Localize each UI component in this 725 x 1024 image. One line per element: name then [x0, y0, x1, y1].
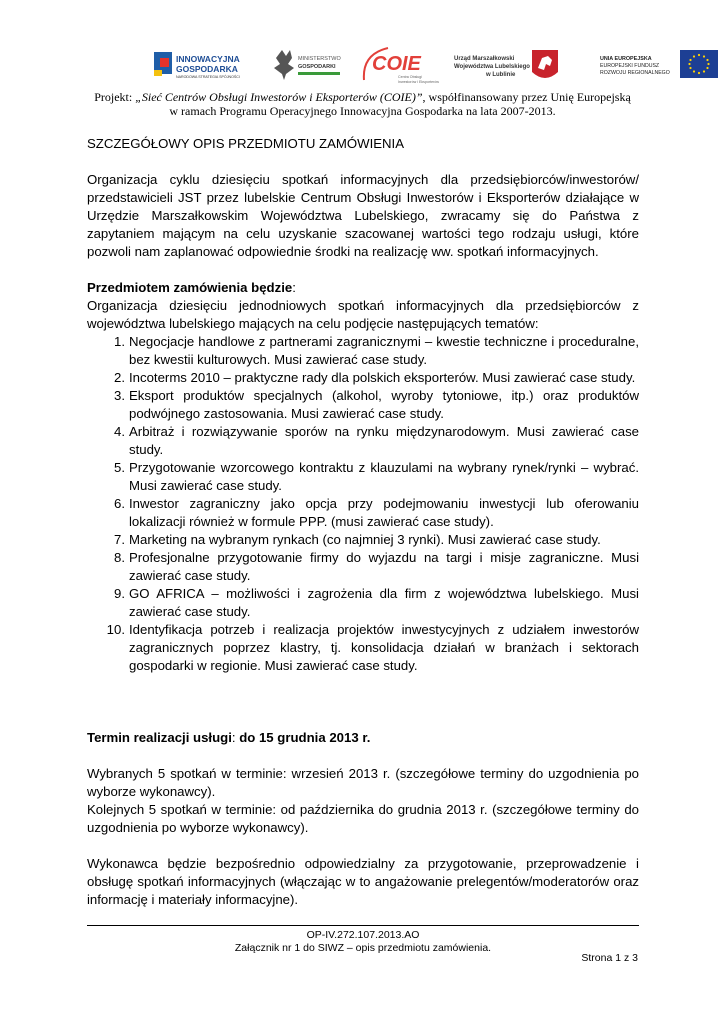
logo-lub-line3: w Lublinie: [486, 72, 516, 78]
project-prefix: Projekt:: [94, 90, 136, 104]
list-item: [114, 423, 639, 459]
list-item: [106, 621, 639, 675]
schedule-first: Wybranych 5 spotkań w terminie: wrzesień 2013 r. (szczegółowe terminy do uzgodnienia po wyborze wykonawcy).: [87, 766, 639, 799]
deadline-label: Termin realizacji usługi: [87, 730, 232, 745]
document-body: [87, 135, 639, 909]
list-item-number: 7.: [114, 532, 125, 547]
list-item-text: Marketing na wybranym rynkach (co najmniej 3 rynki). Musi zawierać case study.: [129, 532, 601, 547]
list-item-number: 8.: [114, 550, 125, 565]
list-item-number: 6.: [114, 496, 125, 511]
logo-coie-sub1: Centra Obsługi: [398, 75, 422, 79]
list-item-number: 5.: [114, 460, 125, 475]
list-item-text: Negocjacje handlowe z partnerami zagranicznymi – kwestie techniczne i proceduralne, bez kwestii kulturowych. Musi zawierać case study.: [129, 334, 639, 367]
logo-coie-sub2: Inwestorów i Eksporterów: [398, 80, 439, 84]
list-item-text: Inwestor zagraniczny jako opcja przy podejmowaniu inwestycji lub oferowaniu lokalizacji również w formule PPP. (musi zawierać case study).: [129, 496, 639, 529]
project-line-2: w ramach Programu Operacyjnego Innowacyjna Gospodarka na lata 2007-2013.: [169, 104, 556, 118]
schedule-second: Kolejnych 5 spotkań w terminie: od października do grudnia 2013 r. (szczegółowe terminy do uzgodnienia po wyborze wykonawcy).: [87, 802, 639, 835]
list-item-text: Arbitraż i rozwiązywanie sporów na rynku międzynarodowym. Musi zawierać case study.: [129, 424, 639, 457]
deadline-value: do 15 grudnia 2013 r.: [239, 730, 371, 745]
intro-paragraph: Organizacja cyklu dziesięciu spotkań informacyjnych dla przedsiębiorców/inwestorów/ przedstawicieli JST przez lubelskie Centrum Obsługi Inwestorów i Eksporterów działające w Urzędzie Marszałkowskim Województwa Lubelskiego, zwracamy się do Państwa z zapytaniem mającym na celu uzyskanie szacowanej wartości tego rodzaju usługi, które pozwoli nam zaplanować odpowiednie środki na realizację ww. spotkań informacyjnych.: [87, 172, 639, 259]
eagle-emblem-icon: [274, 50, 294, 80]
logo-coie-text: COIE: [372, 53, 421, 75]
subject-paragraph: Organizacja dziesięciu jednodniowych spotkań informacyjnych dla przedsiębiorców z województwa lubelskiego mających na celu podjęcie następujących tematów:: [87, 298, 639, 331]
list-item: [114, 585, 639, 621]
project-name: „Sieć Centrów Obsługi Inwestorów i Eksporterów (COIE)”: [135, 90, 423, 104]
document-title: SZCZEGÓŁOWY OPIS PRZEDMIOTU ZAMÓWIENIA: [87, 136, 405, 151]
list-item: [114, 333, 639, 369]
list-item-text: Przygotowanie wzorcowego kontraktu z klauzulami na wybrany rynek/rynki – wybrać. Musi zawierać case study.: [129, 460, 639, 493]
list-item-text: GO AFRICA – możliwości i zagrożenia dla firm z województwa lubelskiego. Musi zawierać case study.: [129, 586, 639, 619]
topics-list: [87, 333, 639, 675]
list-item-number: 2.: [114, 370, 125, 385]
coie-logo: [358, 40, 450, 92]
logo-min-line2: GOSPODARKI: [298, 64, 336, 70]
deadline-separator: :: [231, 730, 240, 745]
ministerstwo-gospodarki-logo: [268, 40, 350, 92]
list-item-number: 3.: [114, 388, 125, 403]
project-suffix: , współfinansowany przez Unię Europejską: [422, 90, 631, 104]
list-item: [114, 495, 639, 531]
logo-lub-line1: Urząd Marszałkowski: [454, 56, 515, 62]
list-item-text: Identyfikacja potrzeb i realizacja projektów inwestycyjnych z udziałem inwestorów zagranicznych poprzez klastry, tj. konsolidacja działań w branżach i sektorach gospodarki w regionie. Musi zawierać case study.: [129, 622, 639, 673]
list-item: [114, 549, 639, 585]
contractor-paragraph: Wykonawca będzie bezpośrednio odpowiedzialny za przygotowanie, przeprowadzenie i obsługę spotkań informacyjnych (włączając w to angażowanie prelegentów/moderatorów oraz informację i materiały informacyjne).: [87, 856, 639, 907]
page-footer: [87, 925, 639, 955]
subject-colon: :: [292, 280, 296, 295]
list-item-number: 9.: [114, 586, 125, 601]
logo-ig-line3: NARODOWA STRATEGIA SPÓJNOŚCI: [176, 75, 240, 79]
list-item-text: Incoterms 2010 – praktyczne rady dla polskich eksporterów. Musi zawierać case study.: [129, 370, 636, 385]
eu-flag-icon: [680, 50, 718, 78]
list-item-text: Profesjonalne przygotowanie firmy do wyjazdu na targi i misje zagraniczne. Musi zawierać case study.: [129, 550, 639, 583]
logo-ue-line1: UNIA EUROPEJSKA: [600, 56, 652, 62]
logo-bar: [150, 40, 710, 92]
footer-reference: OP-IV.272.107.2013.AO: [306, 929, 420, 941]
project-header: [0, 90, 725, 118]
logo-ig-line2: GOSPODARKA: [176, 64, 238, 74]
logo-ue-line3: ROZWOJU REGIONALNEGO: [600, 70, 670, 76]
innowacyjna-gospodarka-logo: [150, 40, 260, 92]
list-item-number: 4.: [114, 424, 125, 439]
subject-heading: Przedmiotem zamówienia będzie: [87, 280, 293, 295]
list-item: [114, 531, 639, 549]
list-item: [114, 459, 639, 495]
lubelskie-coat-of-arms-icon: [532, 50, 558, 78]
list-item-number: 10.: [106, 622, 125, 637]
subject-heading-line: [87, 279, 639, 297]
unia-europejska-logo: [590, 40, 725, 92]
page-number: Strona 1 z 3: [581, 952, 638, 964]
logo-ue-line2: EUROPEJSKI FUNDUSZ: [600, 63, 660, 69]
deadline-line: [87, 729, 639, 747]
list-item-text: Eksport produktów specjalnych (alkohol, wyroby tytoniowe, itp.) oraz produktów podwójnego zastosowania. Musi zawierać case study.: [129, 388, 639, 421]
project-line-1: [0, 90, 725, 104]
logo-lub-line2: Województwa Lubelskiego: [454, 64, 530, 70]
footer-attachment: Załącznik nr 1 do SIWZ – opis przedmiotu zamówienia.: [234, 942, 492, 954]
logo-min-line1: MINISTERSTWO: [298, 56, 341, 62]
list-item-number: 1.: [114, 334, 125, 349]
list-item: [114, 387, 639, 423]
logo-ig-line1: INNOWACYJNA: [176, 54, 240, 64]
list-item: [114, 369, 639, 387]
